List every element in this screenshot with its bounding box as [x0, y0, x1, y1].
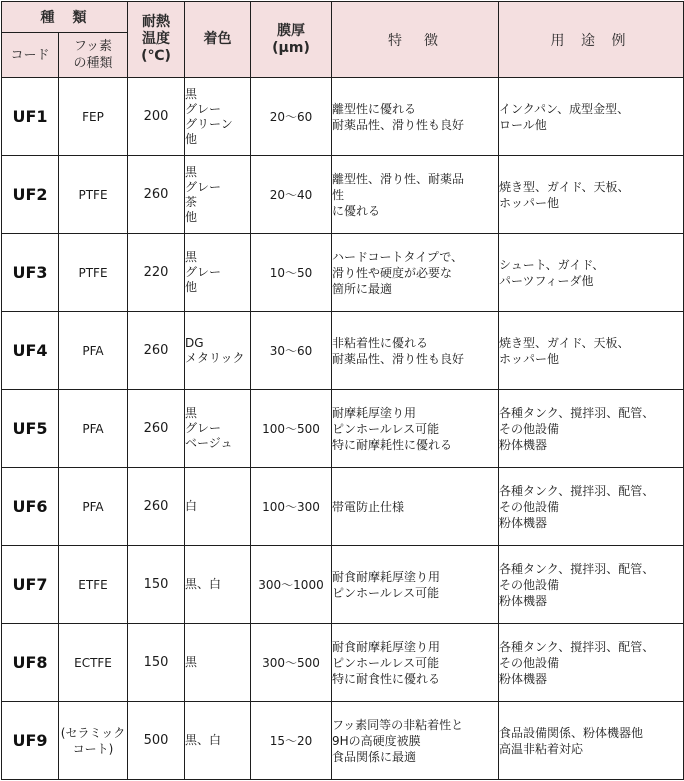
fluoro-type-cell: [59, 78, 128, 156]
color-line: 黒、白: [185, 577, 222, 591]
feature-line: ピンホールレス可能: [332, 655, 440, 670]
fluoro-type-cell: [59, 234, 128, 312]
fluoro-type-line: ECTFE: [74, 655, 112, 670]
header-thickness-line-1: 膜厚: [277, 22, 305, 39]
header-fluoro-type: [59, 33, 128, 78]
fluoro-type-line: FEP: [82, 109, 104, 124]
table-row: [2, 78, 684, 156]
usage-line: パーツフィーダ他: [499, 273, 594, 288]
table-row: [2, 234, 684, 312]
usage-line: 粉体機器: [499, 593, 548, 608]
color-line: 白: [185, 499, 198, 513]
thickness-cell: 20〜40: [251, 156, 332, 234]
feature-cell: [332, 78, 499, 156]
feature-line: ハードコートタイプで、: [332, 249, 464, 264]
fluoro-type-cell: [59, 312, 128, 390]
color-line: 他: [185, 280, 198, 294]
color-line: 黒、白: [185, 733, 222, 747]
feature-line: 非粘着性に優れる: [332, 335, 429, 350]
feature-line: 食品関係に最適: [332, 749, 417, 764]
color-line: ベージュ: [185, 436, 233, 450]
fluoro-type-line: PFA: [82, 343, 104, 358]
header-heat-resistance: [128, 2, 185, 78]
usage-line: 焼き型、ガイド、天板、: [499, 179, 630, 194]
table-row: [2, 624, 684, 702]
color-cell: [185, 624, 251, 702]
usage-cell: [499, 78, 684, 156]
feature-line: 耐薬品性、滑り性も良好: [332, 351, 465, 366]
fluoro-type-cell: [59, 546, 128, 624]
color-cell: [185, 546, 251, 624]
feature-line: 耐摩耗厚塗り用: [332, 405, 417, 420]
feature-cell: [332, 624, 499, 702]
feature-cell: [332, 312, 499, 390]
fluoro-type-line: PTFE: [78, 187, 108, 202]
table-row: [2, 468, 684, 546]
coating-spec-table: [1, 1, 684, 780]
usage-line: 粉体機器: [499, 437, 548, 452]
color-line: 黒: [185, 250, 198, 264]
feature-line: 特に耐摩耗性に優れる: [332, 437, 453, 452]
usage-cell: [499, 234, 684, 312]
feature-line: 特に耐食性に優れる: [332, 671, 441, 686]
feature-cell: [332, 156, 499, 234]
feature-line: 耐薬品性、滑り性も良好: [332, 117, 465, 132]
thickness-cell: 20〜60: [251, 78, 332, 156]
thickness-cell: 10〜50: [251, 234, 332, 312]
header-thickness-line-2: (μm): [272, 39, 310, 56]
heat-temp-cell: 150: [128, 624, 185, 702]
color-line: グレー: [185, 265, 222, 279]
usage-cell: [499, 546, 684, 624]
usage-line: 各種タンク、撹拌羽、配管、: [499, 405, 655, 420]
code-cell: UF6: [2, 468, 59, 546]
usage-line: ロール他: [499, 117, 547, 132]
header-heat-line-3: (℃): [141, 48, 171, 64]
color-line: 他: [185, 209, 198, 224]
header-fluoro-line-2: の種類: [73, 56, 113, 71]
color-line: 黒: [185, 86, 198, 101]
header-heat-line-1: 耐熱: [142, 14, 170, 30]
header-usage: 用 途 例: [499, 2, 684, 78]
color-line: 黒: [185, 406, 198, 420]
color-line: 黒: [185, 655, 198, 669]
feature-line: 滑り性や硬度が必要な: [332, 265, 453, 280]
fluoro-type-line: PTFE: [78, 265, 108, 280]
usage-line: シュート、ガイド、: [499, 257, 605, 272]
color-line: グレー: [185, 421, 222, 435]
header-color: 着色: [185, 2, 251, 78]
code-cell: UF8: [2, 624, 59, 702]
color-line: グレー: [185, 101, 222, 116]
usage-line: 粉体機器: [499, 515, 548, 530]
usage-line: その他設備: [499, 655, 560, 670]
color-cell: [185, 468, 251, 546]
usage-line: 粉体機器: [499, 671, 548, 686]
feature-line: 離型性に優れる: [332, 101, 417, 116]
heat-temp-cell: 220: [128, 234, 185, 312]
header-heat-line-2: 温度: [142, 31, 170, 47]
usage-cell: [499, 312, 684, 390]
table-row: [2, 390, 684, 468]
usage-cell: [499, 468, 684, 546]
thickness-cell: 100〜500: [251, 390, 332, 468]
usage-line: その他設備: [499, 421, 560, 436]
heat-temp-cell: 260: [128, 156, 185, 234]
feature-line: 耐食耐摩耗厚塗り用: [332, 639, 441, 654]
code-cell: UF5: [2, 390, 59, 468]
fluoro-type-line: PFA: [82, 421, 104, 436]
usage-line: その他設備: [499, 499, 560, 514]
thickness-cell: 100〜300: [251, 468, 332, 546]
feature-line: に優れる: [332, 203, 381, 218]
feature-line: 性: [332, 187, 345, 202]
usage-line: 各種タンク、撹拌羽、配管、: [499, 483, 655, 498]
usage-line: 各種タンク、撹拌羽、配管、: [499, 561, 655, 576]
color-line: グリーン: [185, 116, 233, 131]
usage-line: 焼き型、ガイド、天板、: [499, 335, 630, 350]
fluoro-type-line: コート): [72, 741, 114, 756]
feature-line: 耐食耐摩耗厚塗り用: [332, 569, 441, 584]
feature-line: ピンホールレス可能: [332, 585, 440, 600]
usage-line: ホッパー他: [499, 351, 560, 366]
thickness-cell: 300〜1000: [251, 546, 332, 624]
heat-temp-cell: 260: [128, 312, 185, 390]
feature-line: ピンホールレス可能: [332, 421, 440, 436]
usage-line: 食品設備関係、粉体機器他: [499, 725, 644, 740]
usage-line: 高温非粘着対応: [499, 741, 584, 756]
color-cell: [185, 78, 251, 156]
usage-line: 各種タンク、撹拌羽、配管、: [499, 639, 655, 654]
fluoro-type-line: PFA: [82, 499, 104, 514]
feature-cell: [332, 234, 499, 312]
usage-cell: [499, 156, 684, 234]
header-thickness: [251, 2, 332, 78]
code-cell: UF7: [2, 546, 59, 624]
fluoro-type-cell: [59, 624, 128, 702]
usage-cell: [499, 624, 684, 702]
feature-line: 箇所に最適: [332, 281, 393, 296]
thickness-cell: 30〜60: [251, 312, 332, 390]
usage-line: その他設備: [499, 577, 560, 592]
usage-line: ホッパー他: [499, 195, 560, 210]
fluoro-type-line: (セラミック: [60, 725, 126, 740]
thickness-cell: 300〜500: [251, 624, 332, 702]
table-row: [2, 312, 684, 390]
color-line: DG: [185, 335, 204, 350]
fluoro-type-line: ETFE: [78, 577, 108, 592]
code-cell: UF2: [2, 156, 59, 234]
color-line: 茶: [185, 194, 198, 209]
table-row: [2, 702, 684, 780]
color-line: 黒: [185, 164, 198, 179]
header-code: コード: [2, 33, 59, 78]
heat-temp-cell: 260: [128, 468, 185, 546]
color-line: 他: [185, 131, 198, 146]
feature-line: フッ素同等の非粘着性と: [332, 717, 464, 732]
code-cell: UF1: [2, 78, 59, 156]
fluoro-type-cell: [59, 702, 128, 780]
table-row: [2, 156, 684, 234]
heat-temp-cell: 500: [128, 702, 185, 780]
header-fluoro-line-1: フッ素: [73, 39, 113, 54]
thickness-cell: 15〜20: [251, 702, 332, 780]
header-kind: 種 類: [2, 2, 128, 33]
feature-cell: [332, 468, 499, 546]
usage-cell: [499, 390, 684, 468]
heat-temp-cell: 150: [128, 546, 185, 624]
header-feature: 特 徴: [332, 2, 499, 78]
color-cell: [185, 234, 251, 312]
feature-cell: [332, 702, 499, 780]
color-line: メタリック: [185, 350, 245, 365]
code-cell: UF9: [2, 702, 59, 780]
feature-line: 離型性、滑り性、耐薬品: [332, 171, 465, 186]
code-cell: UF4: [2, 312, 59, 390]
color-cell: [185, 312, 251, 390]
table-row: [2, 546, 684, 624]
feature-line: 9Hの高硬度被膜: [332, 733, 421, 748]
color-cell: [185, 702, 251, 780]
color-cell: [185, 156, 251, 234]
feature-cell: [332, 390, 499, 468]
color-cell: [185, 390, 251, 468]
code-cell: UF3: [2, 234, 59, 312]
heat-temp-cell: 200: [128, 78, 185, 156]
feature-line: 帯電防止仕様: [332, 499, 405, 514]
usage-line: インクパン、成型金型、: [499, 101, 630, 116]
color-line: グレー: [185, 179, 222, 194]
usage-cell: [499, 702, 684, 780]
feature-cell: [332, 546, 499, 624]
fluoro-type-cell: [59, 156, 128, 234]
heat-temp-cell: 260: [128, 390, 185, 468]
fluoro-type-cell: [59, 390, 128, 468]
fluoro-type-cell: [59, 468, 128, 546]
